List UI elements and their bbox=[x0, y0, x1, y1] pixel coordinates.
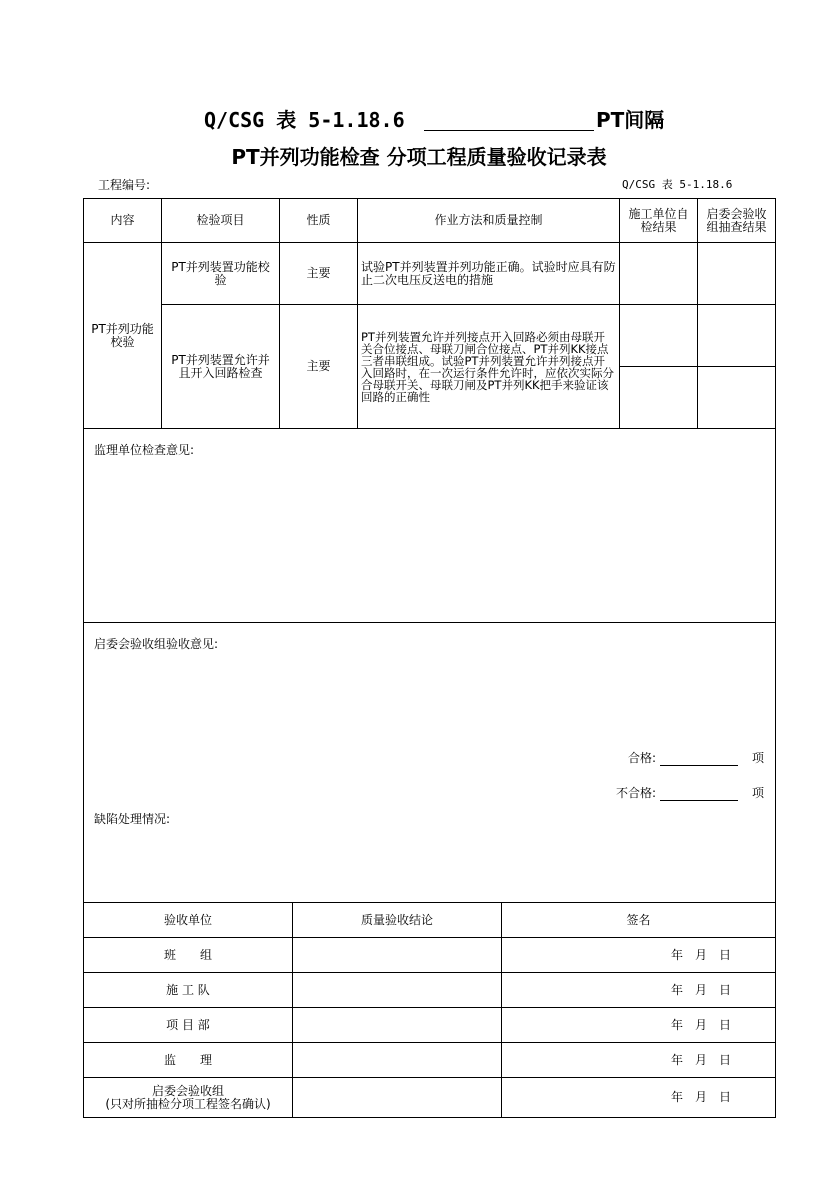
sign-row-signature[interactable] bbox=[501, 937, 776, 973]
sign-row-signature[interactable] bbox=[501, 1077, 776, 1118]
sign-header-signature: 签名 bbox=[501, 902, 776, 938]
sign-row-unit: 监 理 bbox=[83, 1042, 293, 1078]
sign-date: 年 月 日 bbox=[670, 1090, 731, 1104]
row2-item: PT并列装置允许并且开入回路检查 bbox=[161, 304, 280, 429]
fail-count bbox=[560, 784, 764, 801]
row2-self-check-a[interactable] bbox=[619, 304, 698, 367]
form-code-title: Q/CSG 表 5-1.18.6 bbox=[204, 108, 405, 132]
form-code: Q/CSG 表 5-1.18.6 bbox=[622, 178, 733, 191]
header-item: 检验项目 bbox=[161, 198, 280, 243]
fail-unit: 项 bbox=[751, 786, 764, 800]
page-title: PT并列功能检查 分项工程质量验收记录表 bbox=[231, 145, 607, 169]
header-content: 内容 bbox=[83, 198, 162, 243]
sign-row-conclusion[interactable] bbox=[292, 1007, 502, 1043]
header-committee-check: 启委会验收组抽查结果 bbox=[697, 198, 776, 243]
sign-date: 年 月 日 bbox=[670, 947, 731, 962]
row1-nature: 主要 bbox=[279, 242, 358, 305]
sign-row-unit: 启委会验收组 (只对所抽检分项工程签名确认) bbox=[83, 1077, 293, 1118]
header-method: 作业方法和质量控制 bbox=[357, 198, 620, 243]
fail-label: 不合格: bbox=[615, 786, 656, 800]
pass-unit: 项 bbox=[751, 751, 764, 765]
row1-committee-check[interactable] bbox=[697, 242, 776, 305]
row1-item: PT并列装置功能校验 bbox=[161, 242, 280, 305]
sign-row-conclusion[interactable] bbox=[292, 972, 502, 1008]
sign-header-unit: 验收单位 bbox=[83, 902, 293, 938]
pass-count-blank[interactable] bbox=[660, 753, 738, 766]
committee-label: 启委会验收组验收意见: bbox=[94, 637, 219, 651]
row2-committee-check-a[interactable] bbox=[697, 304, 776, 367]
sign-row-conclusion[interactable] bbox=[292, 1077, 502, 1118]
row2-committee-check-b[interactable] bbox=[697, 366, 776, 429]
row1-method: 试验PT并列装置并列功能正确。试验时应具有防止二次电压反送电的措施 bbox=[357, 242, 620, 305]
sign-row-conclusion[interactable] bbox=[292, 937, 502, 973]
interval-name-blank[interactable] bbox=[424, 130, 594, 131]
header-self-check: 施工单位自检结果 bbox=[619, 198, 698, 243]
sign-date: 年 月 日 bbox=[670, 1017, 731, 1032]
sign-row-conclusion[interactable] bbox=[292, 1042, 502, 1078]
content-cell: PT并列功能校验 bbox=[83, 242, 162, 429]
sign-date: 年 月 日 bbox=[670, 982, 731, 997]
pass-count bbox=[560, 749, 764, 766]
row1-self-check[interactable] bbox=[619, 242, 698, 305]
project-no-label: 工程编号: bbox=[98, 178, 151, 192]
supervision-label: 监理单位检查意见: bbox=[94, 443, 195, 457]
defect-label: 缺陷处理情况: bbox=[94, 812, 171, 826]
sign-row-unit: 班 组 bbox=[83, 937, 293, 973]
pass-label: 合格: bbox=[627, 751, 656, 765]
sign-row-signature[interactable] bbox=[501, 1007, 776, 1043]
sign-date: 年 月 日 bbox=[670, 1052, 731, 1067]
row2-method: PT并列装置允许并列接点开入回路必须由母联开关合位接点、母联刀闸合位接点、PT并列KK接点三者串联组成。试验PT并列装置允许并列接点开入回路时，在一次运行条件允许时，应依次实际分合母联开关、母联刀闸及PT并列KK把手来验证该回路的正确性 bbox=[357, 304, 620, 429]
header-nature: 性质 bbox=[279, 198, 358, 243]
row2-self-check-b[interactable] bbox=[619, 366, 698, 429]
fail-count-blank[interactable] bbox=[660, 788, 738, 801]
row2-nature: 主要 bbox=[279, 304, 358, 429]
sign-row-unit: 施 工 队 bbox=[83, 972, 293, 1008]
sign-header-conclusion: 质量验收结论 bbox=[292, 902, 502, 938]
title-suffix: PT间隔 bbox=[596, 108, 665, 132]
sign-row-signature[interactable] bbox=[501, 972, 776, 1008]
sign-row-signature[interactable] bbox=[501, 1042, 776, 1078]
sign-row-unit: 项 目 部 bbox=[83, 1007, 293, 1043]
